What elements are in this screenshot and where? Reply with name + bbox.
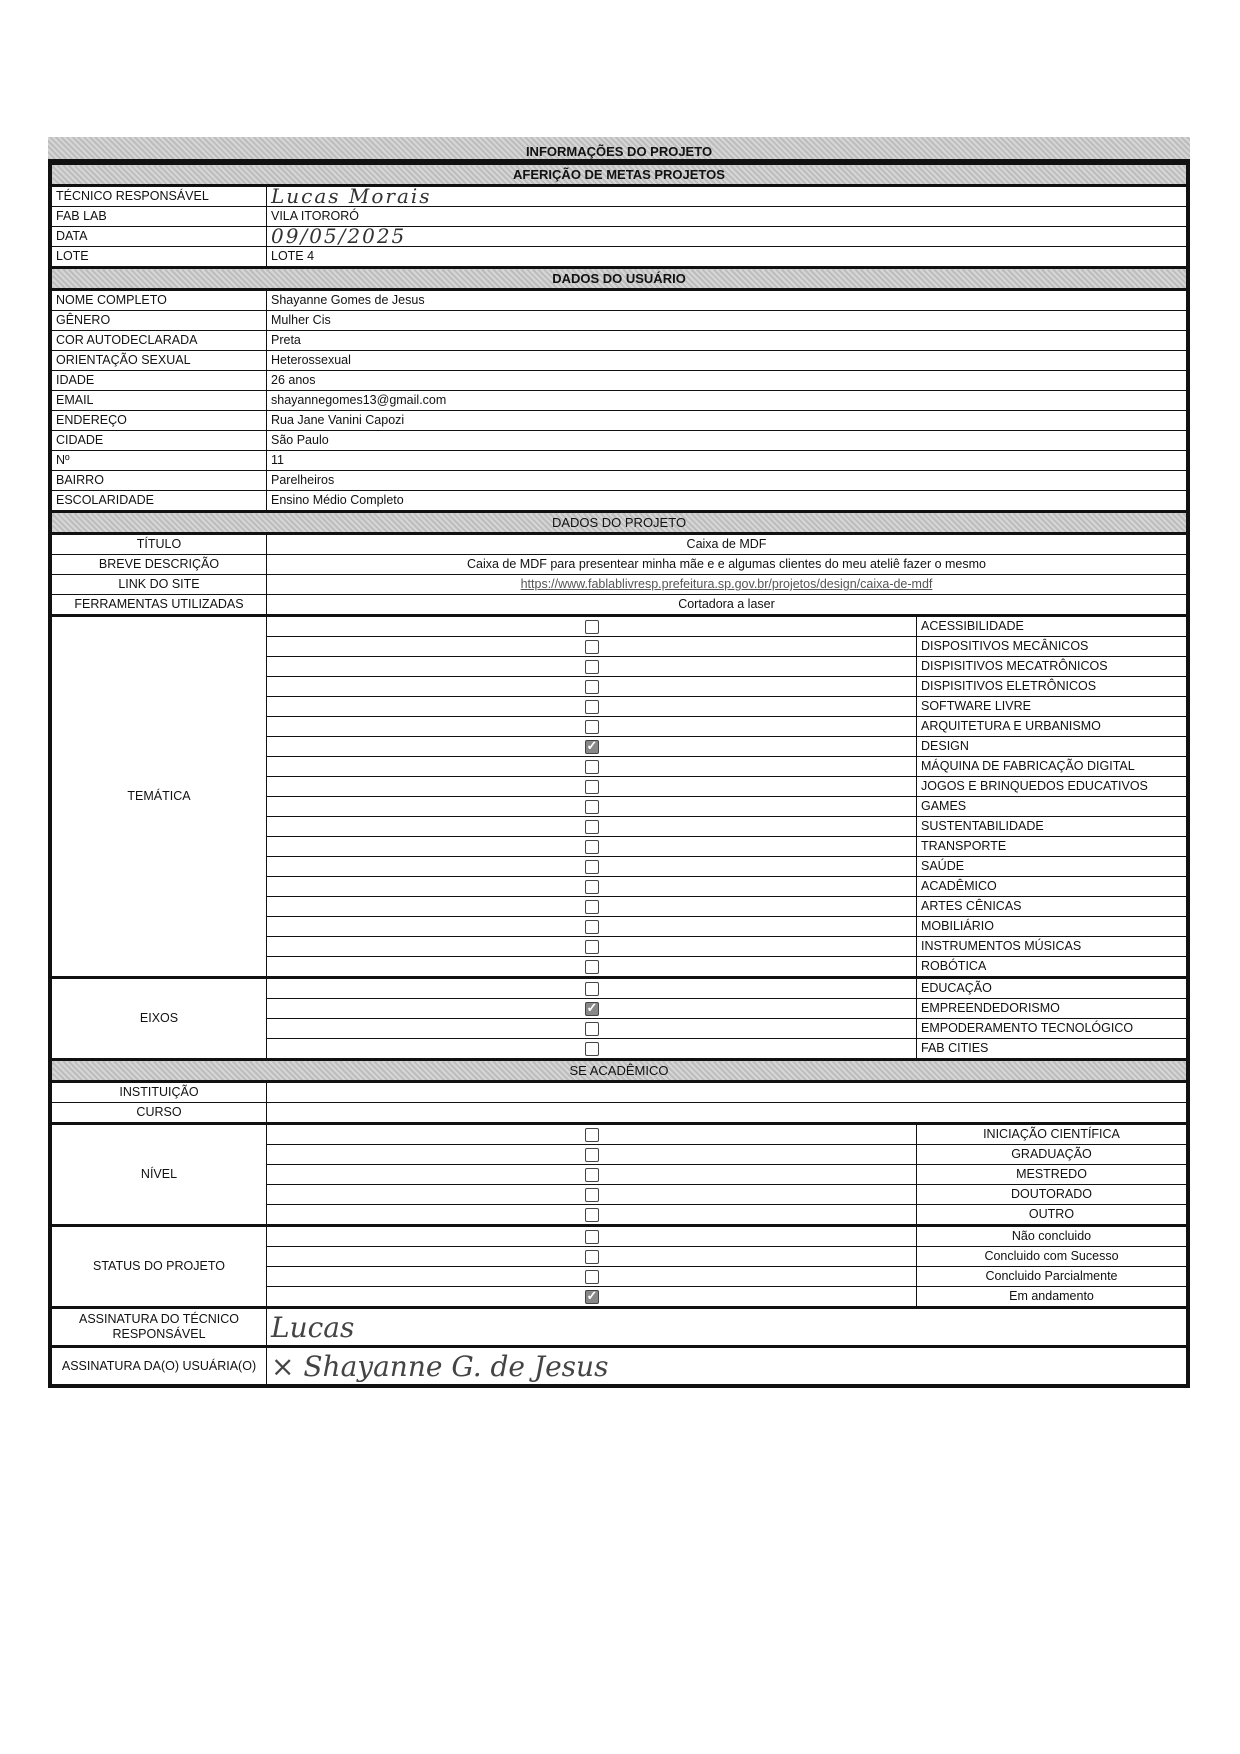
checkbox-checked[interactable] [585,1002,599,1016]
option-label: EMPREENDEDORISMO [917,999,1187,1019]
checkbox-unchecked[interactable] [585,1230,599,1244]
checkbox-unchecked[interactable] [585,1208,599,1222]
user-row [52,371,1187,391]
checkbox-unchecked[interactable] [585,780,599,794]
checkbox-cell [267,857,917,877]
field-label: GÊNERO [52,311,267,331]
field-value: Preta [267,331,1187,351]
checkbox-cell [267,1247,917,1267]
checkbox-cell [267,1185,917,1205]
field-label: BAIRRO [52,471,267,491]
checkbox-cell [267,797,917,817]
checkbox-unchecked[interactable] [585,840,599,854]
checkbox-cell [267,697,917,717]
field-value: Caixa de MDF [267,534,1187,555]
field-label: ESCOLARIDADE [52,491,267,512]
option-label: ROBÓTICA [917,957,1187,978]
signature-value[interactable]: × Shayanne G. de Jesus [267,1347,1187,1385]
field-value [267,1082,1187,1103]
checkbox-cell [267,917,917,937]
field-value: Cortadora a laser [267,595,1187,616]
project-form [48,137,1190,1388]
field-label: TÉCNICO RESPONSÁVEL [52,186,267,207]
checkbox-unchecked[interactable] [585,880,599,894]
user-row [52,451,1187,471]
option-label: DISPISITIVOS ELETRÔNICOS [917,677,1187,697]
checkbox-cell [267,1226,917,1247]
checkbox-unchecked[interactable] [585,680,599,694]
checkbox-cell [267,1287,917,1308]
project-row [52,575,1187,595]
checkbox-checked[interactable] [585,1290,599,1304]
checkbox-unchecked[interactable] [585,640,599,654]
checkbox-unchecked[interactable] [585,1128,599,1142]
checkbox-cell [267,978,917,999]
field-value: shayannegomes13@gmail.com [267,391,1187,411]
field-label: CURSO [52,1103,267,1124]
option-label: DISPOSITIVOS MECÂNICOS [917,637,1187,657]
field-label: FERRAMENTAS UTILIZADAS [52,595,267,616]
user-row [52,311,1187,331]
checkbox-unchecked[interactable] [585,900,599,914]
option-label: Não concluido [917,1226,1187,1247]
checkbox-checked[interactable] [585,740,599,754]
checkbox-unchecked[interactable] [585,1250,599,1264]
checkbox-unchecked[interactable] [585,1148,599,1162]
academic-row [52,1103,1187,1124]
tematica-label: TEMÁTICA [52,616,267,978]
option-label: EDUCAÇÃO [917,978,1187,999]
eixos-row [52,978,1187,999]
field-value: Heterossexual [267,351,1187,371]
user-row [52,391,1187,411]
checkbox-cell [267,957,917,978]
checkbox-unchecked[interactable] [585,800,599,814]
academic-section-band [52,1060,1187,1082]
checkbox-unchecked[interactable] [585,1042,599,1056]
checkbox-unchecked[interactable] [585,960,599,974]
status-label: STATUS DO PROJETO [52,1226,267,1308]
checkbox-unchecked[interactable] [585,940,599,954]
subtitle-band [52,164,1187,186]
option-label: INSTRUMENTOS MÚSICAS [917,937,1187,957]
signature-value[interactable]: Lucas [267,1308,1187,1347]
user-row [52,290,1187,311]
form-frame [48,162,1190,1388]
academic-section-band-title: SE ACADÊMICO [52,1060,1187,1082]
nivel-label: NÍVEL [52,1124,267,1226]
checkbox-cell [267,1145,917,1165]
option-label: Concluido Parcialmente [917,1267,1187,1287]
option-label: GRADUAÇÃO [917,1145,1187,1165]
option-label: MESTREDO [917,1165,1187,1185]
project-row [52,555,1187,575]
checkbox-cell [267,777,917,797]
option-label: MOBILIÁRIO [917,917,1187,937]
checkbox-cell [267,817,917,837]
checkbox-cell [267,937,917,957]
option-label: MÁQUINA DE FABRICAÇÃO DIGITAL [917,757,1187,777]
field-label: LINK DO SITE [52,575,267,595]
signature-row [52,1347,1187,1385]
field-value: Rua Jane Vanini Capozi [267,411,1187,431]
field-value: VILA ITORORÓ [267,207,1187,227]
field-value: Shayanne Gomes de Jesus [267,290,1187,311]
signature-label: ASSINATURA DA(O) USUÁRIA(O) [52,1347,267,1385]
field-value: Ensino Médio Completo [267,491,1187,512]
site-link[interactable]: https://www.fablablivresp.prefeitura.sp.gov.br/projetos/design/caixa-de-mdf [267,575,1187,595]
field-value: 09/05/2025 [267,227,1187,247]
field-label: EMAIL [52,391,267,411]
option-label: SAÚDE [917,857,1187,877]
field-label: LOTE [52,247,267,268]
field-value [267,1103,1187,1124]
field-label: NOME COMPLETO [52,290,267,311]
tematica-row [52,616,1187,637]
checkbox-cell [267,1039,917,1060]
checkbox-cell [267,1267,917,1287]
checkbox-cell [267,677,917,697]
checkbox-cell [267,737,917,757]
checkbox-unchecked[interactable] [585,820,599,834]
option-label: Concluido com Sucesso [917,1247,1187,1267]
field-value: Mulher Cis [267,311,1187,331]
checkbox-cell [267,1205,917,1226]
option-label: ACADÊMICO [917,877,1187,897]
field-label: TÍTULO [52,534,267,555]
option-label: JOGOS E BRINQUEDOS EDUCATIVOS [917,777,1187,797]
option-label: DESIGN [917,737,1187,757]
option-label: FAB CITIES [917,1039,1187,1060]
user-row [52,351,1187,371]
field-value: Parelheiros [267,471,1187,491]
form-title: INFORMAÇÕES DO PROJETO [48,137,1190,162]
checkbox-unchecked[interactable] [585,1188,599,1202]
checkbox-cell [267,877,917,897]
checkbox-unchecked[interactable] [585,620,599,634]
field-value: 26 anos [267,371,1187,391]
checkbox-cell [267,897,917,917]
status-row [52,1226,1187,1247]
option-label: OUTRO [917,1205,1187,1226]
signature-row [52,1308,1187,1347]
checkbox-unchecked[interactable] [585,720,599,734]
option-label: ACESSIBILIDADE [917,616,1187,637]
project-row [52,534,1187,555]
user-row [52,431,1187,451]
checkbox-unchecked[interactable] [585,1168,599,1182]
checkbox-cell [267,1165,917,1185]
checkbox-cell [267,717,917,737]
option-label: TRANSPORTE [917,837,1187,857]
info-row [52,207,1187,227]
checkbox-cell [267,637,917,657]
option-label: SOFTWARE LIVRE [917,697,1187,717]
option-label: SUSTENTABILIDADE [917,817,1187,837]
project-row [52,595,1187,616]
field-value: 11 [267,451,1187,471]
checkbox-cell [267,1019,917,1039]
option-label: ARTES CÊNICAS [917,897,1187,917]
option-label: EMPODERAMENTO TECNOLÓGICO [917,1019,1187,1039]
field-label: BREVE DESCRIÇÃO [52,555,267,575]
field-label: INSTITUIÇÃO [52,1082,267,1103]
info-row [52,227,1187,247]
option-label: GAMES [917,797,1187,817]
checkbox-unchecked[interactable] [585,982,599,996]
checkbox-unchecked[interactable] [585,760,599,774]
checkbox-unchecked[interactable] [585,1022,599,1036]
checkbox-unchecked[interactable] [585,860,599,874]
nivel-row [52,1124,1187,1145]
info-row [52,247,1187,268]
field-label: FAB LAB [52,207,267,227]
signature-label: ASSINATURA DO TÉCNICO RESPONSÁVEL [52,1308,267,1347]
field-label: DATA [52,227,267,247]
field-value: Caixa de MDF para presentear minha mãe e e algumas clientes do meu ateliê fazer o mesmo [267,555,1187,575]
option-label: ARQUITETURA E URBANISMO [917,717,1187,737]
checkbox-cell [267,616,917,637]
field-label: ENDEREÇO [52,411,267,431]
user-section-band-title: DADOS DO USUÁRIO [52,268,1187,290]
checkbox-cell [267,657,917,677]
option-label: DOUTORADO [917,1185,1187,1205]
checkbox-unchecked[interactable] [585,920,599,934]
user-row [52,331,1187,351]
project-section-band [52,512,1187,534]
user-section-band [52,268,1187,290]
field-value: São Paulo [267,431,1187,451]
eixos-label: EIXOS [52,978,267,1060]
info-row [52,186,1187,207]
checkbox-cell [267,1124,917,1145]
option-label: Em andamento [917,1287,1187,1308]
field-label: ORIENTAÇÃO SEXUAL [52,351,267,371]
field-label: COR AUTODECLARADA [52,331,267,351]
field-label: CIDADE [52,431,267,451]
user-row [52,471,1187,491]
field-value: Lucas Morais [267,186,1187,207]
option-label: DISPISITIVOS MECATRÔNICOS [917,657,1187,677]
subtitle-band-title: AFERIÇÃO DE METAS PROJETOS [52,164,1187,186]
form-table [51,162,1187,1385]
project-section-band-title: DADOS DO PROJETO [52,512,1187,534]
field-value: LOTE 4 [267,247,1187,268]
checkbox-unchecked[interactable] [585,660,599,674]
user-row [52,411,1187,431]
field-label: Nº [52,451,267,471]
checkbox-cell [267,999,917,1019]
checkbox-unchecked[interactable] [585,700,599,714]
field-label: IDADE [52,371,267,391]
academic-row [52,1082,1187,1103]
checkbox-cell [267,837,917,857]
option-label: INICIAÇÃO CIENTÍFICA [917,1124,1187,1145]
user-row [52,491,1187,512]
checkbox-unchecked[interactable] [585,1270,599,1284]
checkbox-cell [267,757,917,777]
